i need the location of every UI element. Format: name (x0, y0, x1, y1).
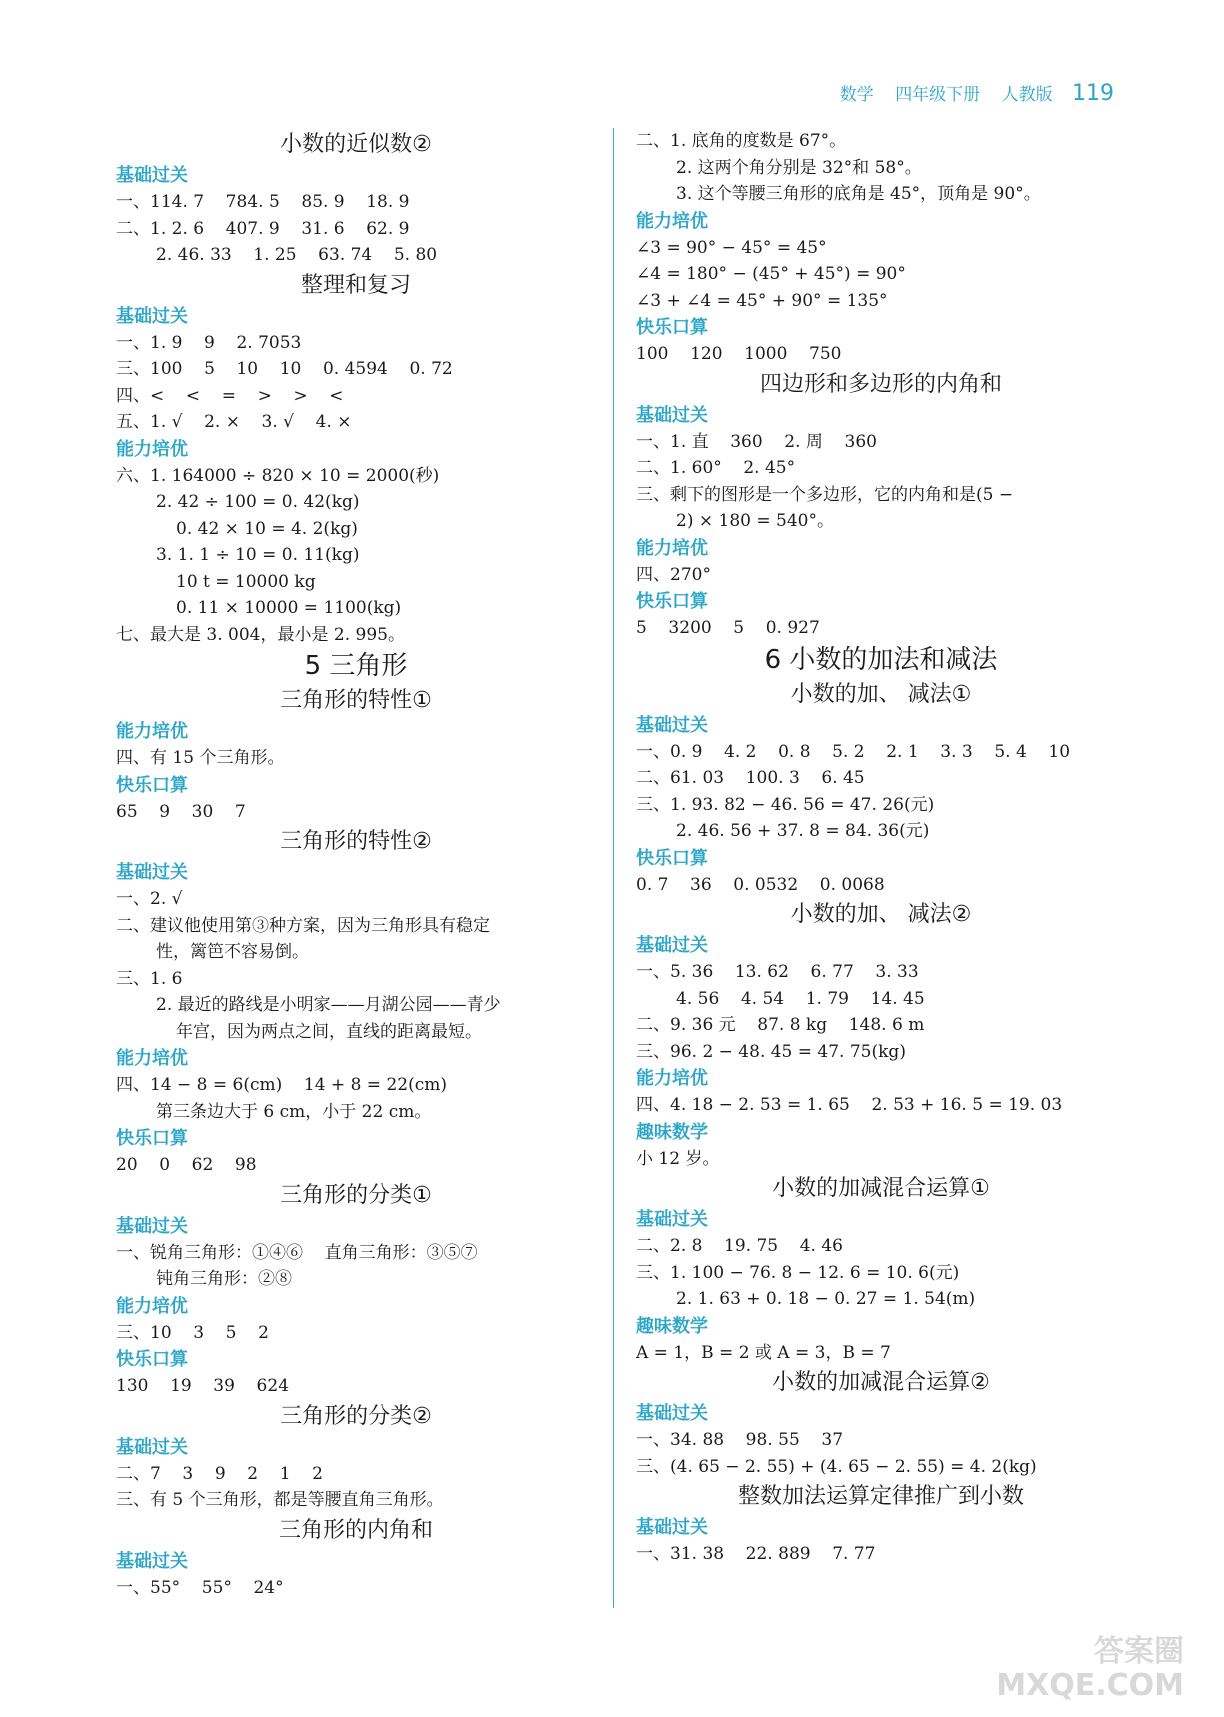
answer-line: 0. 7 36 0. 0532 0. 0068 (636, 874, 885, 895)
answer-line: 2) × 180 = 540°。 (676, 511, 834, 531)
answer-line: A = 1，B = 2 或 A = 3，B = 7 (636, 1342, 891, 1363)
section-label: 基础过关 (116, 305, 188, 327)
answer-line: 2. 这两个角分别是 32°和 58°。 (676, 157, 922, 178)
section-label: 能力培优 (636, 1068, 708, 1089)
answer-line: 20 0 62 98 (116, 1155, 257, 1175)
answer-line: 五、1. √ 2. × 3. √ 4. × (116, 412, 352, 432)
section-label: 基础过关 (116, 862, 188, 883)
left-column (116, 128, 596, 1601)
section-label: 快乐口算 (636, 591, 708, 612)
section-title: 三角形的特性② (280, 829, 432, 854)
answer-line: 三、10 3 5 2 (116, 1322, 269, 1343)
answer-line: 二、1. 2. 6 407. 9 31. 6 62. 9 (116, 218, 410, 239)
answer-line: 0. 11 × 10000 = 1100(kg) (176, 598, 402, 618)
answer-line: 二、1. 底角的度数是 67°。 (636, 131, 847, 151)
section-title: 四边形和多边形的内角和 (759, 371, 1002, 397)
chapter-title: 6 小数的加法和减法 (764, 644, 998, 675)
answer-line: 4. 56 4. 54 1. 79 14. 45 (676, 988, 925, 1009)
section-label: 基础过关 (636, 1209, 708, 1230)
answer-line: 一、1. 9 9 2. 7053 (116, 332, 302, 353)
answer-line: 一、34. 88 98. 55 37 (636, 1430, 844, 1450)
answer-line: 一、2. √ (116, 889, 183, 909)
column-divider (613, 128, 614, 1608)
answer-line: ∠3 + ∠4 = 45° + 90° = 135° (636, 290, 888, 311)
answer-line: 三、1. 6 (116, 968, 183, 989)
answer-line: ∠4 = 180° − (45° + 45°) = 90° (636, 264, 906, 284)
answer-line: 三、1. 100 − 76. 8 − 12. 6 = 10. 6(元) (636, 1262, 960, 1283)
section-label: 快乐口算 (116, 1349, 188, 1370)
answer-line: 三、(4. 65 − 2. 55) + (4. 65 − 2. 55) = 4. 2(kg) (636, 1456, 1037, 1477)
answer-line: 六、1. 164000 ÷ 820 × 10 = 2000(秒) (116, 465, 440, 486)
section-label: 能力培优 (636, 537, 708, 559)
section-title: 整数加法运算定律推广到小数 (737, 1484, 1024, 1509)
section-title: 三角形的分类② (280, 1403, 432, 1429)
answer-line: 一、1. 直 360 2. 周 360 (636, 431, 877, 452)
answer-line: 四、4. 18 − 2. 53 = 1. 65 2. 53 + 16. 5 = 19. 03 (636, 1095, 1063, 1115)
section-label: 快乐口算 (636, 847, 708, 869)
answer-line: 一、锐角三角形：①④⑥ 直角三角形：③⑤⑦ (116, 1242, 478, 1263)
answer-line: 2. 42 ÷ 100 = 0. 42(kg) (156, 492, 360, 512)
section-label: 基础过关 (636, 404, 708, 426)
right-column (636, 128, 1126, 1568)
section-label: 趣味数学 (636, 1315, 708, 1337)
answer-line: 二、1. 60° 2. 45° (636, 458, 796, 478)
section-title: 小数的近似数② (280, 132, 432, 157)
page-number: 119 (1072, 81, 1114, 106)
section-title: 小数的加、 减法① (790, 681, 972, 707)
section-title: 小数的加减混合运算② (772, 1370, 990, 1395)
section-title: 三角形的内角和 (278, 1517, 433, 1543)
answer-line: 一、0. 9 4. 2 0. 8 5. 2 2. 1 3. 3 5. 4 10 (636, 741, 1071, 762)
section-label: 趣味数学 (636, 1121, 708, 1143)
answer-line: 5 3200 5 0. 927 (636, 618, 820, 638)
answer-line: 2. 1. 63 + 0. 18 − 0. 27 = 1. 54(m) (676, 1289, 976, 1309)
watermark-url: MXQE.COM (996, 1668, 1184, 1703)
answer-line: 2. 46. 33 1. 25 63. 74 5. 80 (156, 245, 438, 265)
section-label: 基础过关 (636, 935, 708, 956)
grade-label: 四年级下册 (895, 85, 981, 105)
answer-line: 四、14 − 8 = 6(cm) 14 + 8 = 22(cm) (116, 1075, 447, 1095)
answer-line: 钝角三角形：②⑧ (156, 1269, 292, 1289)
answer-line: 年宫，因为两点之间，直线的距离最短。 (176, 1021, 482, 1042)
section-title: 三角形的分类① (280, 1182, 432, 1208)
section-label: 能力培优 (116, 438, 188, 460)
section-label: 基础过关 (116, 165, 188, 186)
answer-line: 二、61. 03 100. 3 6. 45 (636, 768, 865, 788)
subject-label: 数学 (839, 85, 874, 105)
watermark-logo-text: 答案圈 (1094, 1634, 1184, 1669)
section-label: 能力培优 (116, 1295, 188, 1317)
answer-line: 二、2. 8 19. 75 4. 46 (636, 1236, 843, 1256)
watermark (996, 1635, 1184, 1703)
answer-line: ∠3 = 90° − 45° = 45° (636, 237, 827, 258)
answer-line: 2. 46. 56 + 37. 8 = 84. 36(元) (676, 821, 930, 841)
answer-line: 四、有 15 个三角形。 (116, 748, 285, 768)
answer-line: 100 120 1000 750 (636, 344, 842, 364)
answer-line: 三、1. 93. 82 − 46. 56 = 47. 26(元) (636, 794, 935, 815)
answer-line: 七、最大是 3. 004，最小是 2. 995。 (116, 624, 405, 645)
section-label: 快乐口算 (116, 1128, 188, 1149)
page-header (824, 80, 1114, 106)
answer-line: 二、建议他使用第③种方案，因为三角形具有稳定 (116, 915, 490, 936)
section-label: 能力培优 (116, 721, 188, 742)
section-title: 小数的加、 减法② (790, 902, 972, 927)
section-label: 能力培优 (636, 210, 708, 232)
answer-line: 130 19 39 624 (116, 1376, 290, 1396)
answer-line: 3. 1. 1 ÷ 10 = 0. 11(kg) (156, 545, 360, 565)
answer-line: 四、270° (636, 564, 711, 585)
section-title: 小数的加减混合运算① (772, 1176, 990, 1201)
section-label: 快乐口算 (636, 317, 708, 338)
answer-line: 一、5. 36 13. 62 6. 77 3. 33 (636, 962, 919, 982)
answer-line: 小 12 岁。 (636, 1148, 720, 1169)
answer-line: 0. 42 × 10 = 4. 2(kg) (176, 518, 358, 539)
answer-line: 二、9. 36 元 87. 8 kg 148. 6 m (636, 1015, 925, 1035)
section-label: 基础过关 (116, 1436, 188, 1458)
section-label: 基础过关 (636, 1517, 708, 1538)
answer-line: 一、55° 55° 24° (116, 1577, 284, 1598)
section-label: 基础过关 (636, 714, 708, 736)
answer-line: 三、100 5 10 10 0. 4594 0. 72 (116, 359, 453, 379)
answer-line: 3. 这个等腰三角形的底角是 45°，顶角是 90°。 (676, 184, 1041, 204)
answer-line: 一、31. 38 22. 889 7. 77 (636, 1544, 876, 1564)
answer-line: 二、7 3 9 2 1 2 (116, 1463, 323, 1484)
answer-line: 三、96. 2 − 48. 45 = 47. 75(kg) (636, 1041, 906, 1062)
section-label: 能力培优 (116, 1048, 188, 1069)
answer-line: 性，篱笆不容易倒。 (156, 942, 309, 962)
section-title: 三角形的特性① (280, 688, 432, 713)
section-label: 基础过关 (116, 1550, 188, 1572)
answer-line: 65 9 30 7 (116, 801, 246, 822)
edition-label: 人教版 (1001, 85, 1053, 105)
answer-line: 10 t = 10000 kg (176, 571, 316, 592)
answer-line: 一、114. 7 784. 5 85. 9 18. 9 (116, 192, 410, 212)
chapter-title: 5 三角形 (304, 651, 408, 681)
section-title: 整理和复习 (300, 272, 411, 298)
answer-line: 三、有 5 个三角形，都是等腰直角三角形。 (116, 1490, 444, 1510)
answer-line: 2. 最近的路线是小明家——月湖公园——青少 (156, 995, 501, 1015)
section-label: 基础过关 (116, 1215, 188, 1237)
answer-line: 三、剩下的图形是一个多边形，它的内角和是(5 − (636, 484, 1014, 505)
section-label: 基础过关 (636, 1403, 708, 1424)
answer-line: 第三条边大于 6 cm，小于 22 cm。 (156, 1101, 432, 1122)
answer-line: 四、< < = > > < (116, 385, 344, 406)
section-label: 快乐口算 (116, 774, 188, 796)
